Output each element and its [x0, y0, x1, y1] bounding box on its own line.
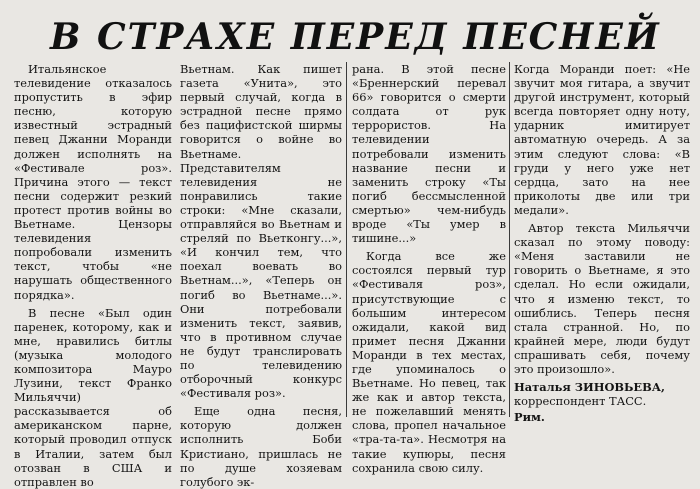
paragraph: Когда все же состоялся первый тур «Фестиваля роз», присутствующие с большим интересом ожидали, какой вид примет песня Джанни Моранди в тех местах, где упоминалось о Вьетнаме. Но певец, так же как и автор текста, не пожелавший менять слова, пропел начальное «тра-та-та». Несмотря на такие купюры, песня сохранила свою силу. [352, 249, 506, 475]
paragraph: Автор текста Мильяччи сказал по этому поводу: «Меня заставили не говорить о Вьетнаме, я это сделал. Но если ожидали, что я изменю текст, то ошиблись. Теперь песня стала странной. Но, по крайней мере, люди будут спрашивать себя, почему это произошло». [514, 221, 690, 376]
article-column-2 [180, 62, 342, 489]
column-divider [509, 62, 510, 417]
author-role: корреспондент ТАСС. [514, 394, 647, 409]
article-column-3 [352, 62, 506, 475]
headline: В СТРАХЕ ПЕРЕД ПЕСНЕЙ [50, 16, 661, 58]
article-column-4 [514, 62, 690, 425]
paragraph: рана. В этой песне «Бреннерский перевал 66» говорится о смерти солдата от рук террористов. На телевидении потребовали изменить название песни и заменить строку «Ты погиб бессмысленной смертью» чем-нибудь вроде «Ты умер в тишине...» [352, 62, 506, 246]
paragraph: В песне «Был один паренек, которому, как и мне, нравились битлы (музыка молодого композитора Мауро Лузини, текст Франко Мильяччи) рассказывается об американском парне, который проводил отпуск в Италии, затем был отозван в США и отправлен во [14, 305, 172, 489]
author-name: Наталья ЗИНОВЬЕВА, [514, 380, 665, 395]
article-column-1 [14, 62, 172, 489]
paragraph: Итальянское телевидение отказалось пропустить в эфир песню, которую известный эстрадный певец Джанни Моранди должен исполнять на «Фестивале роз». Причина этого — текст песни содержит резкий протест против войны во Вьетнаме. Цензоры телевидения попробовали изменить текст, чтобы «не нарушать общественного порядка». [14, 62, 172, 302]
dateline-place: Рим. [514, 410, 545, 425]
paragraph: Вьетнам. Как пишет газета «Унита», это первый случай, когда в эстрадной песне прямо без пацифистской ширмы говорится о войне во Вьетнаме. Представителям телевидения не понравились такие строки: «Мне сказали, отправляйся во Вьетнам и стреляй по Вьетконгу...», «И кончил тем, что поехал воевать во Вьетнам...», «Теперь он погиб во Вьетнаме...». Они потребовали изменить текст, заявив, что в противном случае не будут транслировать по телевидению отборочный конкурс «Фестиваля роз». [180, 62, 342, 401]
signature [514, 380, 690, 408]
column-divider [346, 62, 347, 417]
paragraph: Еще одна песня, которую должен исполнить Боби Кристиано, пришлась не по душе хозяевам голубого эк- [180, 404, 342, 489]
paragraph: Когда Моранди поет: «Не звучит моя гитара, а звучит другой инструмент, который всегда повторяет одну ноту, ударник имитирует автоматную очередь. А за этим следуют слова: «В груди у него уже нет сердца, зато на нее приколоты две или три медали». [514, 62, 690, 217]
